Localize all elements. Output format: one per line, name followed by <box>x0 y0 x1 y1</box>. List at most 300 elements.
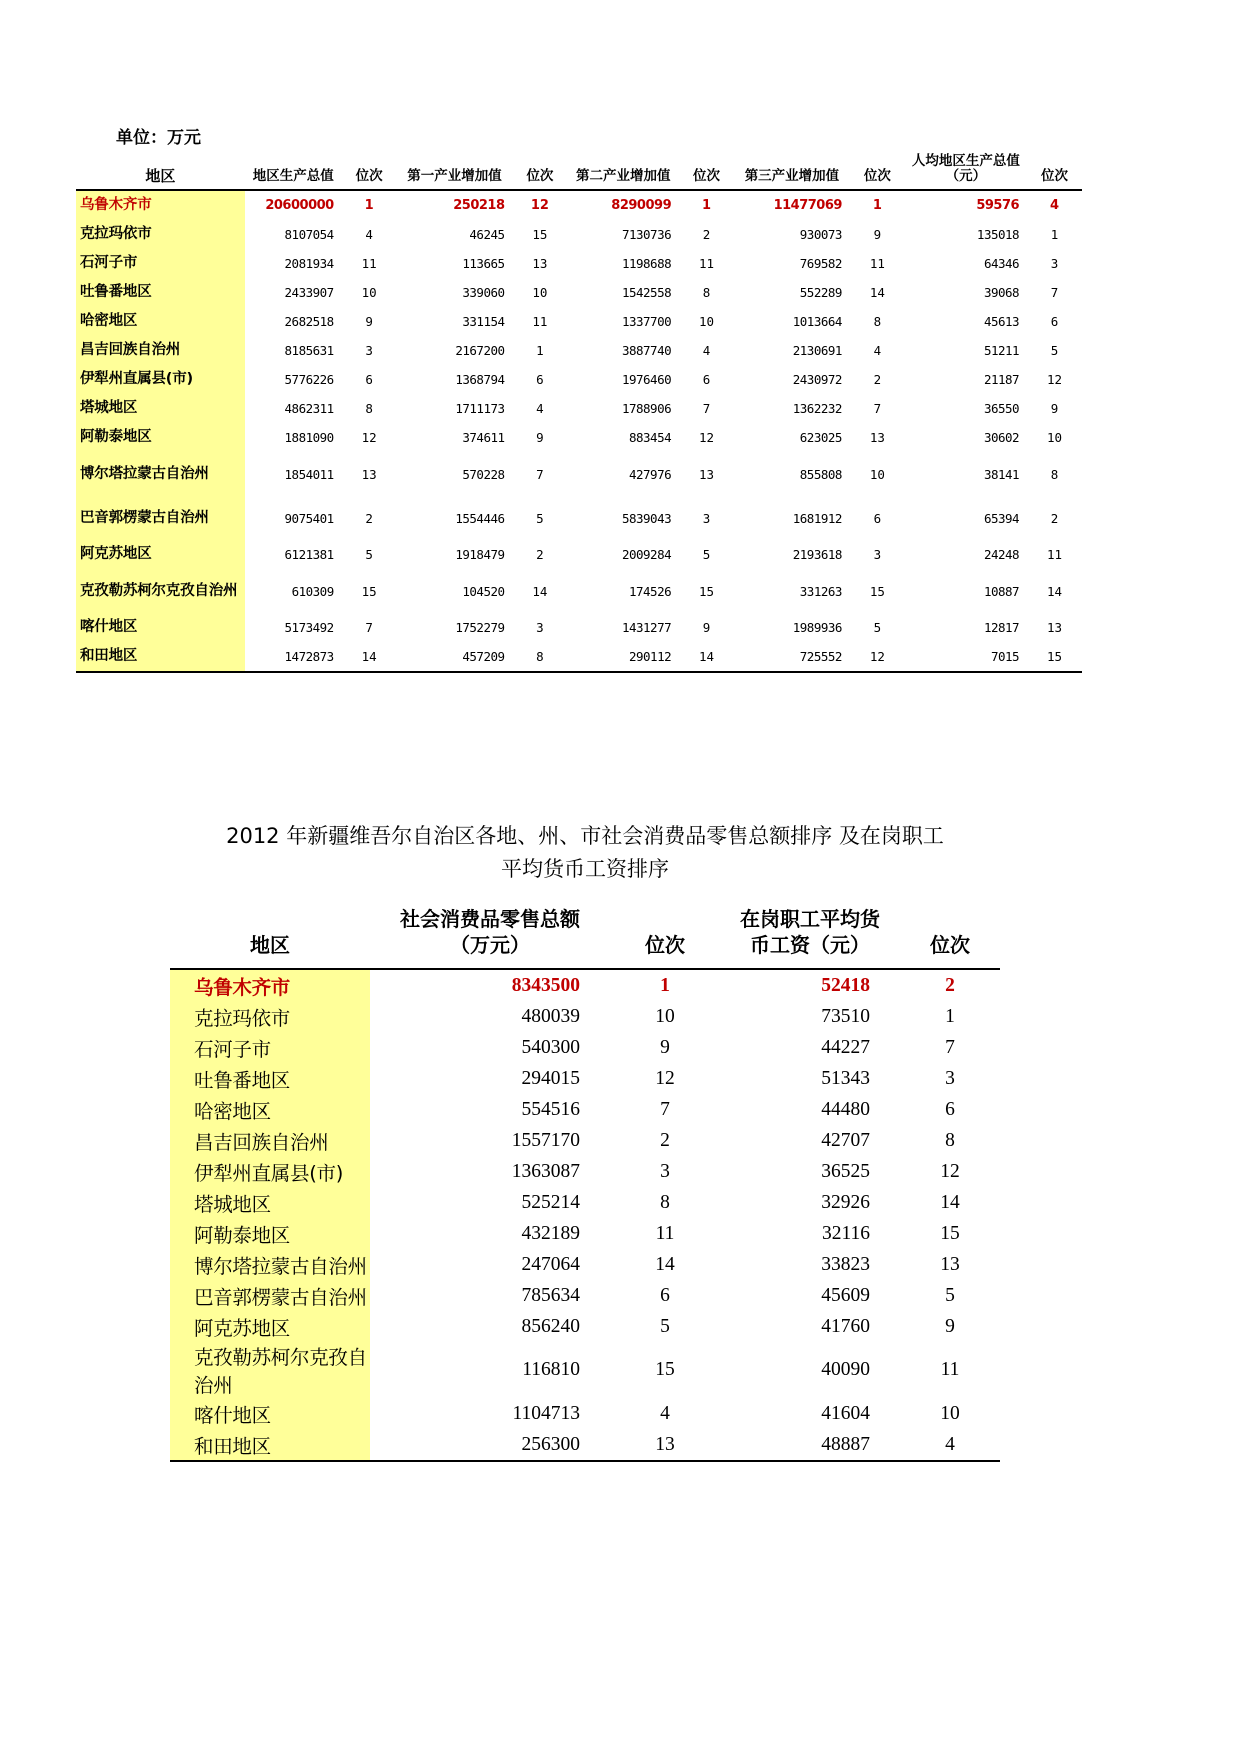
cell-secondary: 8290099 <box>611 198 672 213</box>
cell-primary: 46245 <box>469 227 505 242</box>
cell-tertiary: 769582 <box>799 256 842 271</box>
cell-secondary-rank: 11 <box>699 256 715 271</box>
cell-gdp: 2433907 <box>284 285 334 300</box>
cell-retail-rank: 7 <box>660 1098 670 1120</box>
cell-primary-rank: 2 <box>536 547 544 562</box>
cell-gdp: 8107054 <box>284 227 334 242</box>
cell-secondary-rank: 5 <box>702 547 711 562</box>
cell-retail: 554516 <box>521 1098 580 1120</box>
cell-wage: 52418 <box>821 974 870 996</box>
cell-percapita: 36550 <box>983 401 1020 416</box>
cell-primary-rank: 6 <box>536 372 544 387</box>
cell-retail-rank: 9 <box>660 1036 670 1058</box>
cell-primary-rank: 5 <box>536 510 544 526</box>
cell-region: 乌鲁木齐市 <box>170 969 370 1001</box>
column-header-secondary: 第二产业增加值 <box>567 152 679 190</box>
cell-wage-rank: 13 <box>940 1253 960 1275</box>
cell-secondary-rank: 6 <box>702 372 711 387</box>
cell-percapita-rank: 2 <box>1050 510 1059 526</box>
cell-region: 伊犁州直属县(市) <box>170 1156 370 1187</box>
cell-percapita: 38141 <box>983 466 1020 482</box>
table-row[interactable] <box>76 642 1082 672</box>
table-row[interactable] <box>170 1063 1000 1094</box>
cell-secondary: 1788906 <box>621 401 672 416</box>
cell-gdp-rank: 14 <box>342 642 397 672</box>
cell-region: 昌吉回族自治州 <box>170 1125 370 1156</box>
cell-percapita: 30602 <box>983 430 1020 445</box>
cell-region: 博尔塔拉蒙古自治州 <box>76 452 245 496</box>
cell-tertiary-rank: 13 <box>869 430 885 445</box>
cell-retail-rank: 6 <box>660 1284 670 1306</box>
cell-tertiary: 1013664 <box>792 314 842 329</box>
retail-wage-header-row <box>170 902 1000 969</box>
cell-percapita-rank: 8 <box>1050 466 1059 482</box>
retail-wage-table-body <box>170 969 1000 1461</box>
column-header-wage-line1: 在岗职工平均货 <box>740 907 880 931</box>
cell-region: 和田地区 <box>76 642 245 672</box>
cell-percapita-rank: 9 <box>1050 401 1059 416</box>
cell-gdp-rank: 15 <box>361 583 377 599</box>
column-header-region: 地区 <box>76 152 245 190</box>
cell-wage: 40090 <box>821 1359 870 1380</box>
cell-tertiary-rank: 5 <box>873 620 882 635</box>
cell-gdp: 4862311 <box>284 401 334 416</box>
cell-primary: 250218 <box>453 198 505 213</box>
cell-wage-rank: 11 <box>940 1359 960 1380</box>
cell-tertiary: 725552 <box>734 642 850 672</box>
cell-secondary: 1542558 <box>621 285 672 300</box>
cell-gdp-rank: 12 <box>361 430 377 445</box>
cell-gdp-rank: 7 <box>365 620 373 635</box>
cell-tertiary-rank: 3 <box>873 547 882 562</box>
cell-retail-rank: 1 <box>660 974 670 996</box>
cell-percapita: 64346 <box>983 256 1020 271</box>
cell-primary-rank: 15 <box>532 227 548 242</box>
cell-percapita: 12817 <box>983 620 1020 635</box>
cell-secondary-rank: 1 <box>702 198 712 213</box>
cell-secondary: 2009284 <box>621 547 672 562</box>
cell-wage: 41760 <box>821 1315 870 1337</box>
cell-gdp: 6121381 <box>284 547 334 562</box>
retail-wage-title <box>170 820 1000 886</box>
cell-percapita-rank: 12 <box>1047 372 1063 387</box>
cell-region: 塔城地区 <box>170 1187 370 1218</box>
cell-retail-rank: 4 <box>660 1402 670 1424</box>
cell-region: 喀什地区 <box>170 1398 370 1429</box>
column-header-retail <box>370 902 610 969</box>
cell-wage-rank: 5 <box>945 1284 955 1306</box>
cell-secondary-rank: 9 <box>702 620 711 635</box>
retail-wage-title-line2: 平均货币工资排序 <box>501 857 669 881</box>
column-header-percapita: 人均地区生产总值（元） <box>905 152 1027 190</box>
cell-retail-rank: 12 <box>655 1067 675 1089</box>
cell-retail-rank: 13 <box>610 1429 720 1461</box>
table-row[interactable] <box>170 1280 1000 1311</box>
table-row[interactable] <box>76 423 1082 452</box>
table-row[interactable] <box>76 394 1082 423</box>
table-row[interactable] <box>76 336 1082 365</box>
cell-retail: 432189 <box>521 1222 580 1244</box>
cell-wage-rank: 15 <box>940 1222 960 1244</box>
cell-primary-rank: 3 <box>536 620 544 635</box>
cell-wage-rank: 6 <box>945 1098 955 1120</box>
cell-wage: 32116 <box>821 1222 870 1244</box>
cell-retail-rank: 10 <box>655 1005 675 1027</box>
table-row[interactable] <box>76 190 1082 220</box>
cell-percapita: 24248 <box>983 547 1020 562</box>
cell-tertiary: 855808 <box>799 466 842 482</box>
cell-region: 吐鲁番地区 <box>76 278 245 307</box>
cell-tertiary: 11477069 <box>773 198 842 213</box>
gdp-table <box>76 152 1082 673</box>
table-row[interactable] <box>170 1398 1000 1429</box>
cell-tertiary: 623025 <box>799 430 842 445</box>
cell-wage: 45609 <box>821 1284 870 1306</box>
cell-retail: 294015 <box>521 1067 580 1089</box>
cell-retail: 1104713 <box>512 1402 580 1424</box>
cell-primary: 457209 <box>397 642 513 672</box>
column-header-retail-line2: （万元） <box>450 933 530 957</box>
cell-percapita: 59576 <box>976 198 1020 213</box>
cell-primary-rank: 14 <box>532 583 548 599</box>
retail-wage-title-line1: 2012 年新疆维吾尔自治区各地、州、市社会消费品零售总额排序 及在岗职工 <box>226 824 944 848</box>
cell-secondary: 174526 <box>628 583 672 599</box>
table-row[interactable] <box>170 1125 1000 1156</box>
cell-tertiary-rank: 2 <box>873 372 882 387</box>
cell-tertiary: 930073 <box>799 227 842 242</box>
cell-gdp: 610309 <box>291 583 334 599</box>
column-header-wage <box>720 902 900 969</box>
cell-percapita: 51211 <box>983 343 1020 358</box>
cell-gdp: 9075401 <box>284 510 334 526</box>
column-header-gdp-rank: 位次 <box>342 152 397 190</box>
cell-secondary-rank: 3 <box>702 510 711 526</box>
cell-region: 巴音郭楞蒙古自治州 <box>76 496 245 540</box>
cell-primary-rank: 11 <box>532 314 548 329</box>
cell-gdp: 2682518 <box>284 314 334 329</box>
cell-secondary: 1976460 <box>621 372 672 387</box>
cell-wage-rank: 8 <box>945 1129 955 1151</box>
cell-gdp: 8185631 <box>284 343 334 358</box>
gdp-table-section <box>76 128 1082 673</box>
cell-primary: 2167200 <box>455 343 505 358</box>
cell-wage: 41604 <box>821 1402 870 1424</box>
column-header-wage-line2: 币工资（元） <box>750 933 870 957</box>
cell-gdp-rank: 13 <box>361 466 377 482</box>
cell-secondary: 290112 <box>567 642 679 672</box>
cell-primary: 113665 <box>462 256 505 271</box>
cell-primary-rank: 13 <box>532 256 548 271</box>
cell-gdp-rank: 9 <box>365 314 373 329</box>
cell-region: 哈密地区 <box>76 307 245 336</box>
table-row[interactable] <box>170 1094 1000 1125</box>
table-row[interactable] <box>76 613 1082 642</box>
cell-wage-rank: 4 <box>900 1429 1000 1461</box>
cell-gdp-rank: 3 <box>365 343 373 358</box>
cell-gdp: 20600000 <box>265 198 334 213</box>
cell-region: 乌鲁木齐市 <box>76 190 245 220</box>
cell-secondary: 7130736 <box>621 227 672 242</box>
cell-wage: 32926 <box>821 1191 870 1213</box>
column-header-tertiary: 第三产业增加值 <box>734 152 850 190</box>
cell-tertiary-rank: 12 <box>850 642 905 672</box>
cell-wage-rank: 7 <box>945 1036 955 1058</box>
cell-region: 阿克苏地区 <box>76 540 245 569</box>
cell-primary-rank: 8 <box>513 642 568 672</box>
cell-retail: 540300 <box>521 1036 580 1058</box>
cell-tertiary-rank: 10 <box>869 466 885 482</box>
table-row[interactable] <box>76 249 1082 278</box>
cell-gdp: 1881090 <box>284 430 334 445</box>
column-header-secondary-rank: 位次 <box>679 152 734 190</box>
cell-wage: 73510 <box>821 1005 870 1027</box>
cell-secondary: 3887740 <box>621 343 672 358</box>
column-header-primary-rank: 位次 <box>513 152 568 190</box>
cell-region: 哈密地区 <box>170 1094 370 1125</box>
cell-percapita-rank: 4 <box>1050 198 1060 213</box>
column-header-gdp: 地区生产总值 <box>245 152 342 190</box>
cell-tertiary-rank: 4 <box>873 343 882 358</box>
retail-wage-table-header <box>170 902 1000 969</box>
cell-gdp-rank: 11 <box>361 256 377 271</box>
gdp-header-row <box>76 152 1082 190</box>
cell-gdp-rank: 4 <box>365 227 373 242</box>
cell-percapita-rank: 7 <box>1050 285 1059 300</box>
cell-primary: 1918479 <box>455 547 505 562</box>
table-row[interactable] <box>76 569 1082 613</box>
cell-tertiary-rank: 1 <box>872 198 882 213</box>
cell-percapita-rank: 14 <box>1047 583 1063 599</box>
cell-wage-rank: 12 <box>940 1160 960 1182</box>
cell-gdp-rank: 6 <box>365 372 373 387</box>
cell-region: 克拉玛依市 <box>170 1001 370 1032</box>
cell-primary-rank: 9 <box>536 430 544 445</box>
cell-region: 和田地区 <box>170 1429 370 1461</box>
cell-gdp: 1472873 <box>245 642 342 672</box>
cell-percapita: 39068 <box>983 285 1020 300</box>
cell-region: 昌吉回族自治州 <box>76 336 245 365</box>
gdp-table-header <box>76 152 1082 190</box>
cell-tertiary: 1681912 <box>792 510 842 526</box>
cell-tertiary-rank: 7 <box>873 401 882 416</box>
cell-tertiary-rank: 6 <box>873 510 882 526</box>
cell-primary: 570228 <box>462 466 505 482</box>
cell-retail-rank: 3 <box>660 1160 670 1182</box>
cell-wage-rank: 14 <box>940 1191 960 1213</box>
cell-region: 石河子市 <box>170 1032 370 1063</box>
cell-region: 喀什地区 <box>76 613 245 642</box>
column-header-region: 地区 <box>170 902 370 969</box>
retail-wage-table-section <box>170 820 1000 1462</box>
column-header-retail-rank: 位次 <box>610 902 720 969</box>
cell-percapita-rank: 13 <box>1047 620 1063 635</box>
cell-retail: 480039 <box>521 1005 580 1027</box>
cell-secondary-rank: 13 <box>699 466 715 482</box>
cell-gdp: 5776226 <box>284 372 334 387</box>
cell-secondary-rank: 8 <box>702 285 711 300</box>
column-header-retail-line1: 社会消费品零售总额 <box>400 907 580 931</box>
unit-label: 单位：万元 <box>116 128 201 148</box>
cell-percapita-rank: 1 <box>1050 227 1059 242</box>
cell-tertiary: 1362232 <box>792 401 842 416</box>
table-row[interactable] <box>170 1429 1000 1461</box>
cell-primary: 104520 <box>462 583 505 599</box>
cell-retail-rank: 14 <box>655 1253 675 1275</box>
table-row[interactable] <box>76 365 1082 394</box>
cell-percapita: 65394 <box>983 510 1020 526</box>
cell-percapita-rank: 15 <box>1027 642 1082 672</box>
cell-wage: 36525 <box>821 1160 870 1182</box>
cell-percapita: 7015 <box>905 642 1027 672</box>
cell-gdp-rank: 5 <box>365 547 373 562</box>
cell-retail: 785634 <box>521 1284 580 1306</box>
cell-percapita: 10887 <box>983 583 1020 599</box>
table-row[interactable] <box>76 278 1082 307</box>
cell-region: 克拉玛依市 <box>76 220 245 249</box>
gdp-table-body <box>76 190 1082 672</box>
cell-region: 塔城地区 <box>76 394 245 423</box>
cell-gdp-rank: 2 <box>365 510 373 526</box>
cell-percapita-rank: 3 <box>1050 256 1059 271</box>
table-row[interactable] <box>76 496 1082 540</box>
cell-primary: 1752279 <box>455 620 505 635</box>
cell-primary: 331154 <box>462 314 505 329</box>
cell-secondary: 883454 <box>628 430 672 445</box>
cell-secondary-rank: 15 <box>699 583 715 599</box>
table-row[interactable] <box>170 1342 1000 1398</box>
cell-percapita: 21187 <box>983 372 1020 387</box>
cell-secondary: 427976 <box>628 466 672 482</box>
cell-primary-rank: 4 <box>536 401 544 416</box>
table-row[interactable] <box>170 1218 1000 1249</box>
cell-percapita-rank: 11 <box>1047 547 1063 562</box>
cell-wage: 42707 <box>821 1129 870 1151</box>
cell-retail: 116810 <box>522 1359 580 1380</box>
cell-secondary: 1337700 <box>621 314 672 329</box>
cell-region: 阿克苏地区 <box>170 1311 370 1342</box>
cell-tertiary: 2130691 <box>792 343 842 358</box>
cell-primary-rank: 7 <box>536 466 544 482</box>
cell-tertiary-rank: 8 <box>873 314 882 329</box>
cell-retail: 1557170 <box>511 1129 580 1151</box>
cell-percapita-rank: 5 <box>1050 343 1059 358</box>
cell-tertiary: 1989936 <box>792 620 842 635</box>
table-row[interactable] <box>170 1187 1000 1218</box>
cell-region: 克孜勒苏柯尔克孜自治州 <box>170 1342 370 1398</box>
cell-tertiary-rank: 9 <box>873 227 882 242</box>
cell-retail-rank: 8 <box>660 1191 670 1213</box>
cell-percapita-rank: 10 <box>1047 430 1063 445</box>
cell-primary: 374611 <box>462 430 505 445</box>
cell-secondary-rank: 2 <box>702 227 711 242</box>
column-header-wage-rank: 位次 <box>900 902 1000 969</box>
cell-gdp: 5173492 <box>284 620 334 635</box>
retail-wage-table <box>170 902 1000 1462</box>
column-header-percapita-rank: 位次 <box>1027 152 1082 190</box>
cell-primary-rank: 1 <box>536 343 544 358</box>
table-row[interactable] <box>76 540 1082 569</box>
cell-gdp-rank: 8 <box>365 401 373 416</box>
cell-retail: 8343500 <box>511 974 580 996</box>
cell-tertiary: 2193618 <box>792 547 842 562</box>
column-header-tertiary-rank: 位次 <box>850 152 905 190</box>
cell-secondary-rank: 7 <box>702 401 711 416</box>
cell-wage-rank: 3 <box>945 1067 955 1089</box>
cell-percapita: 45613 <box>983 314 1020 329</box>
cell-wage-rank: 10 <box>940 1402 960 1424</box>
cell-gdp-rank: 1 <box>364 198 374 213</box>
column-header-primary: 第一产业增加值 <box>397 152 513 190</box>
cell-wage-rank: 1 <box>945 1005 955 1027</box>
cell-wage-rank: 9 <box>945 1315 955 1337</box>
cell-retail: 247064 <box>521 1253 580 1275</box>
cell-secondary-rank: 10 <box>699 314 715 329</box>
table-row[interactable] <box>170 1249 1000 1280</box>
cell-tertiary: 552289 <box>799 285 842 300</box>
cell-region: 石河子市 <box>76 249 245 278</box>
cell-retail-rank: 2 <box>660 1129 670 1151</box>
table-row[interactable] <box>76 452 1082 496</box>
cell-secondary: 1431277 <box>621 620 672 635</box>
cell-wage: 44480 <box>821 1098 870 1120</box>
cell-retail-rank: 5 <box>660 1315 670 1337</box>
cell-percapita: 135018 <box>976 227 1020 242</box>
cell-region: 阿勒泰地区 <box>76 423 245 452</box>
cell-secondary: 5839043 <box>621 510 672 526</box>
cell-retail: 525214 <box>521 1191 580 1213</box>
cell-secondary-rank: 14 <box>679 642 734 672</box>
cell-retail: 256300 <box>370 1429 610 1461</box>
table-row[interactable] <box>170 1001 1000 1032</box>
cell-primary: 1711173 <box>455 401 505 416</box>
cell-primary: 1554446 <box>455 510 505 526</box>
cell-region: 克孜勒苏柯尔克孜自治州 <box>76 569 245 613</box>
cell-tertiary: 331263 <box>799 583 842 599</box>
cell-region: 阿勒泰地区 <box>170 1218 370 1249</box>
table-row[interactable] <box>76 220 1082 249</box>
cell-wage: 51343 <box>821 1067 870 1089</box>
cell-region: 博尔塔拉蒙古自治州 <box>170 1249 370 1280</box>
cell-wage: 48887 <box>720 1429 900 1461</box>
table-row[interactable] <box>76 307 1082 336</box>
cell-secondary-rank: 12 <box>699 430 715 445</box>
cell-primary-rank: 10 <box>532 285 548 300</box>
table-row[interactable] <box>170 1032 1000 1063</box>
cell-tertiary-rank: 11 <box>869 256 885 271</box>
cell-tertiary-rank: 15 <box>869 583 885 599</box>
table-row[interactable] <box>170 1156 1000 1187</box>
cell-tertiary: 2430972 <box>792 372 842 387</box>
table-row[interactable] <box>170 969 1000 1001</box>
cell-wage-rank: 2 <box>945 974 955 996</box>
cell-region: 巴音郭楞蒙古自治州 <box>170 1280 370 1311</box>
cell-gdp: 2081934 <box>284 256 334 271</box>
cell-retail: 856240 <box>521 1315 580 1337</box>
table-row[interactable] <box>170 1311 1000 1342</box>
cell-primary-rank: 12 <box>530 198 549 213</box>
cell-secondary: 1198688 <box>621 256 672 271</box>
cell-primary: 339060 <box>462 285 505 300</box>
cell-percapita-rank: 6 <box>1050 314 1059 329</box>
cell-region: 吐鲁番地区 <box>170 1063 370 1094</box>
cell-retail-rank: 15 <box>655 1359 675 1380</box>
cell-retail: 1363087 <box>511 1160 580 1182</box>
cell-wage: 33823 <box>821 1253 870 1275</box>
cell-retail-rank: 11 <box>655 1222 675 1244</box>
cell-region: 伊犁州直属县(市) <box>76 365 245 394</box>
cell-gdp: 1854011 <box>284 466 334 482</box>
cell-gdp-rank: 10 <box>361 285 377 300</box>
